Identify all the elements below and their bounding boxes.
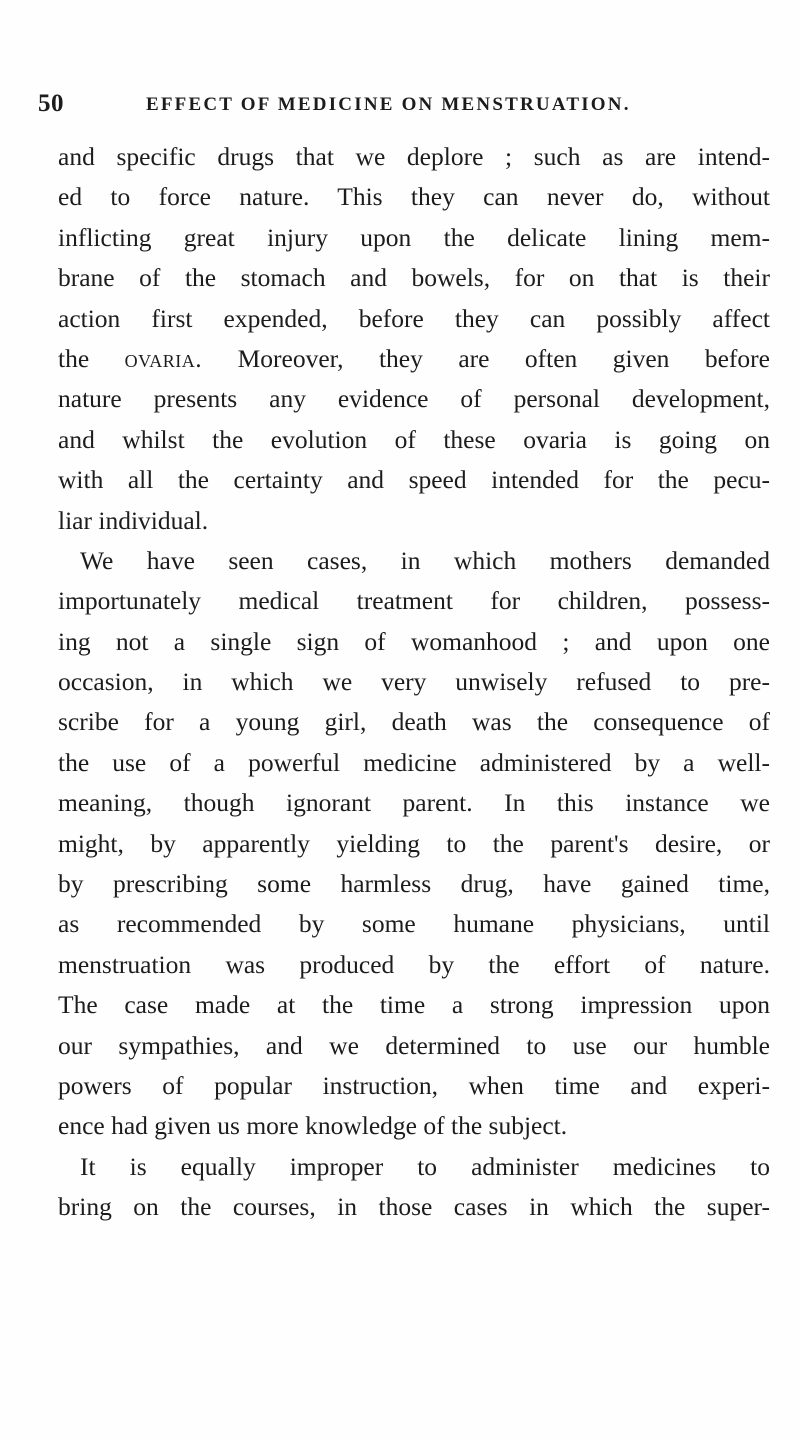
text-line: liar individual. (58, 505, 209, 535)
text-line: might, by apparently yielding to the parent's desire, or (58, 828, 770, 858)
text-line: by prescribing some harmless drug, have gained time, (58, 869, 770, 899)
text-line: action first expended, before they can possibly affect (58, 303, 770, 333)
ovaria-small-caps: ovaria. (124, 343, 203, 373)
text-line: ing not a single sign of womanhood ; and upon one (58, 626, 770, 656)
running-header (38, 90, 778, 120)
paragraph-start-line: We have seen cases, in which mothers demanded (80, 545, 770, 575)
text-line: The case made at the time a strong impression upon (58, 990, 770, 1020)
ovaria-line-after: Moreover, they are often given before (237, 343, 770, 373)
text-line: inflicting great injury upon the delicate lining mem- (58, 222, 770, 252)
text-line: our sympathies, and we determined to use our humble (58, 1030, 770, 1060)
page-number: 50 (38, 90, 64, 117)
text-line: ence had given us more knowledge of the subject. (58, 1111, 568, 1141)
text-line: bring on the courses, in those cases in which the super- (58, 1192, 770, 1222)
text-line: nature presents any evidence of personal development, (58, 384, 770, 414)
text-line: meaning, though ignorant parent. In this instance we (58, 788, 770, 818)
running-title: EFFECT OF MEDICINE ON MENSTRUATION. (146, 94, 631, 115)
ovaria-line-before: the (58, 343, 90, 373)
text-line: menstruation was produced by the effort of nature. (58, 949, 770, 979)
text-line: powers of popular instruction, when time and experi- (58, 1070, 770, 1100)
paragraph-start-line: It is equally improper to administer medicines to (80, 1151, 770, 1181)
text-line-ovaria (58, 339, 770, 379)
text-line: brane of the stomach and bowels, for on that is their (58, 263, 770, 293)
text-line: and specific drugs that we deplore ; such as are intend- (58, 142, 770, 171)
body-text (58, 137, 770, 1228)
text-line: and whilst the evolution of these ovaria is going on (58, 424, 770, 454)
text-line: importunately medical treatment for children, possess- (58, 586, 770, 616)
text-line: with all the certainty and speed intended for the pecu- (58, 465, 770, 495)
text-line: as recommended by some humane physicians, until (58, 909, 770, 939)
text-line: ed to force nature. This they can never do, without (58, 182, 770, 212)
text-line: the use of a powerful medicine administered by a well- (58, 747, 770, 777)
text-line: occasion, in which we very unwisely refused to pre- (58, 667, 770, 697)
text-line: scribe for a young girl, death was the consequence of (58, 707, 770, 737)
